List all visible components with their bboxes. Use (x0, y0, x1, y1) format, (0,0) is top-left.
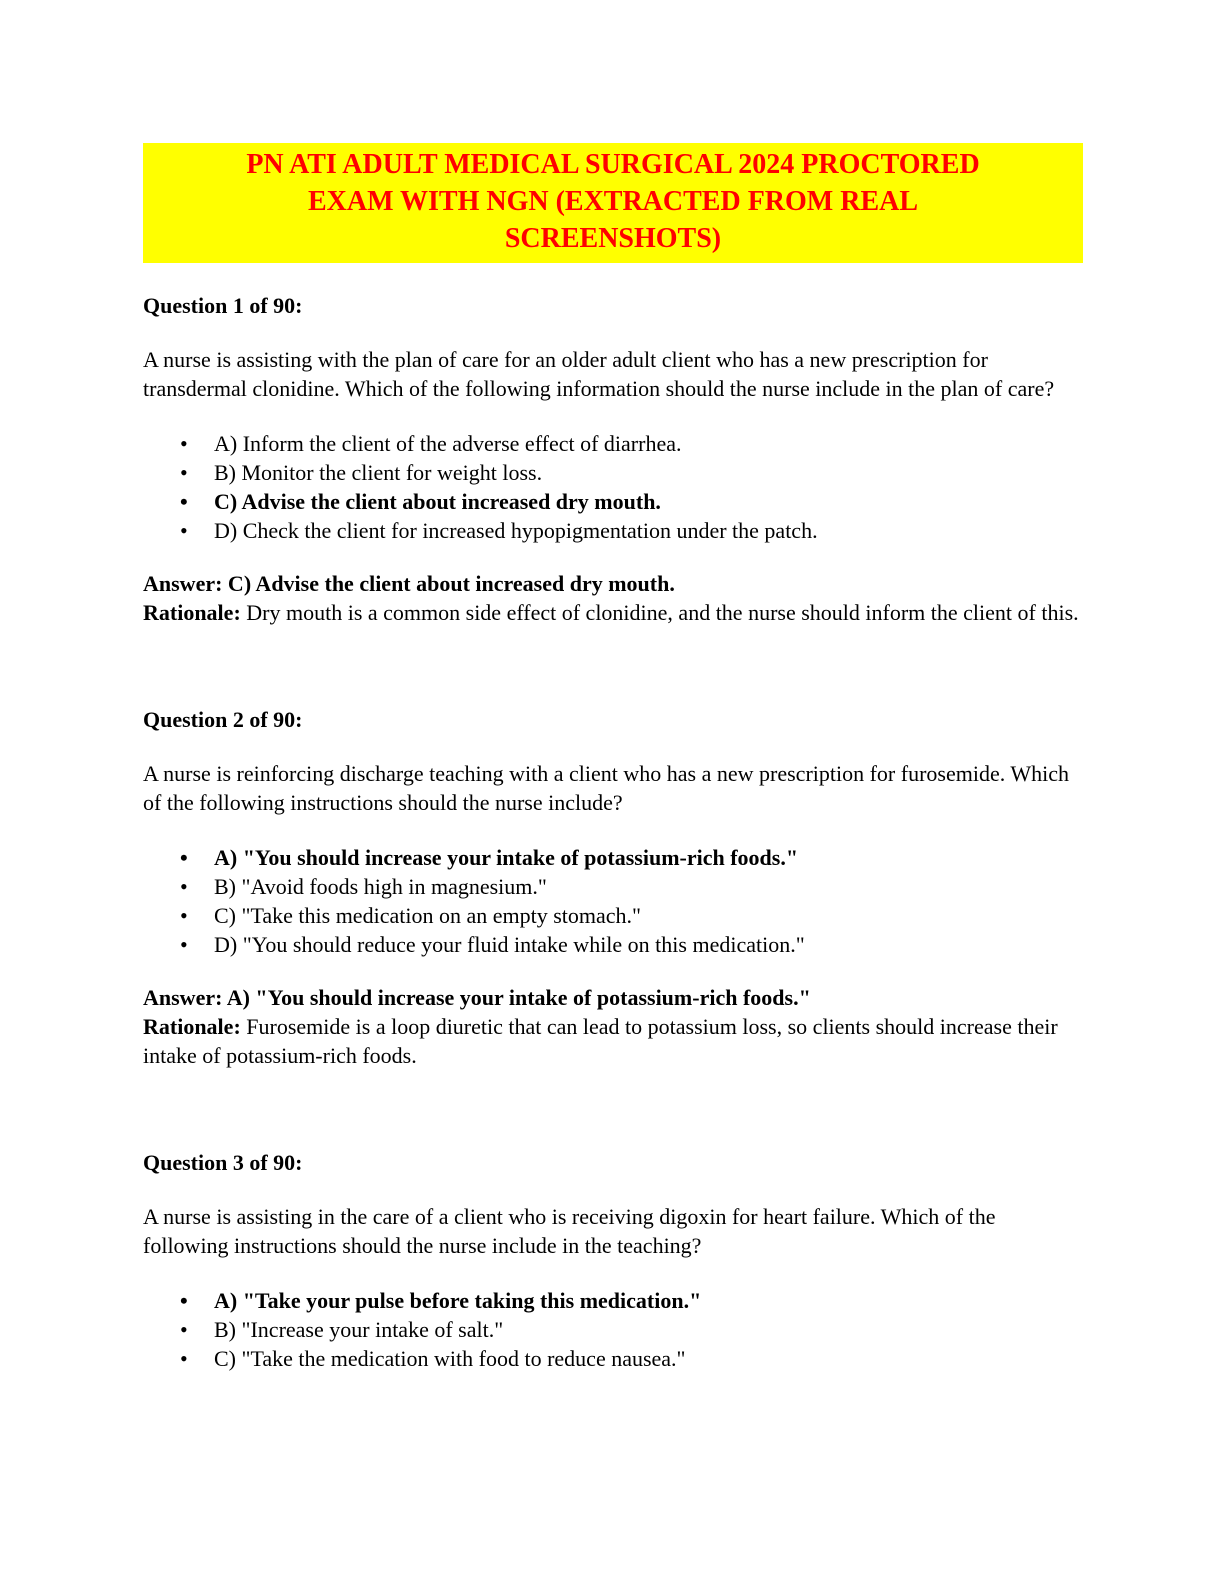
rationale-label: Rationale: (143, 600, 241, 625)
option-a: • A) Inform the client of the adverse effect of diarrhea. (143, 429, 1083, 458)
option-b: • B) Monitor the client for weight loss. (143, 458, 1083, 487)
option-a-correct: • A) "Take your pulse before taking this medication." (143, 1286, 1083, 1315)
rationale-text: Dry mouth is a common side effect of clonidine, and the nurse should inform the client of this. (246, 600, 1079, 625)
rationale-label: Rationale: (143, 1014, 241, 1039)
question-1-answer: Answer: C) Advise the client about increased dry mouth. (143, 571, 675, 596)
question-1-stem: A nurse is assisting with the plan of care for an older adult client who has a new prescription for transdermal clonidine. Which of the following information should the nurse include in the plan of care? (143, 347, 1055, 401)
question-3-stem: A nurse is assisting in the care of a client who is receiving digoxin for heart failure. Which of the following instructions should the nurse include in the teaching? (143, 1204, 996, 1258)
question-block-2 (143, 705, 1083, 1070)
option-c: • C) "Take this medication on an empty stomach." (143, 901, 1083, 930)
option-d: • D) "You should reduce your fluid intake while on this medication." (143, 930, 1083, 959)
option-c-correct: • C) Advise the client about increased dry mouth. (143, 487, 1083, 516)
title-line-1: PN ATI ADULT MEDICAL SURGICAL 2024 PROCTORED (246, 149, 980, 180)
rationale-text: Furosemide is a loop diuretic that can lead to potassium loss, so clients should increase their intake of potassium-rich foods. (143, 1014, 1058, 1068)
question-3-options-list (143, 1286, 1083, 1373)
question-3-heading: Question 3 of 90: (143, 1150, 303, 1175)
title-banner (143, 143, 1083, 263)
title-line-2: EXAM WITH NGN (EXTRACTED FROM REAL (307, 186, 919, 217)
question-1-options-list (143, 429, 1083, 545)
question-2-heading: Question 2 of 90: (143, 707, 303, 732)
option-d: • D) Check the client for increased hypopigmentation under the patch. (143, 516, 1083, 545)
question-block-1 (143, 291, 1083, 627)
question-block-3 (143, 1148, 1083, 1373)
question-2-stem: A nurse is reinforcing discharge teaching with a client who has a new prescription for furosemide. Which of the following instructions should the nurse include? (143, 761, 1069, 815)
question-1-heading: Question 1 of 90: (143, 293, 303, 318)
title-line-3: SCREENSHOTS) (504, 223, 722, 254)
option-c: • C) "Take the medication with food to reduce nausea." (143, 1344, 1083, 1373)
question-2-answer: Answer: A) "You should increase your intake of potassium-rich foods." (143, 985, 811, 1010)
question-1-rationale (143, 598, 1083, 627)
question-2-rationale (143, 1012, 1083, 1070)
option-b: • B) "Avoid foods high in magnesium." (143, 872, 1083, 901)
option-b: • B) "Increase your intake of salt." (143, 1315, 1083, 1344)
option-a-correct: • A) "You should increase your intake of potassium-rich foods." (143, 843, 1083, 872)
question-2-options-list (143, 843, 1083, 959)
